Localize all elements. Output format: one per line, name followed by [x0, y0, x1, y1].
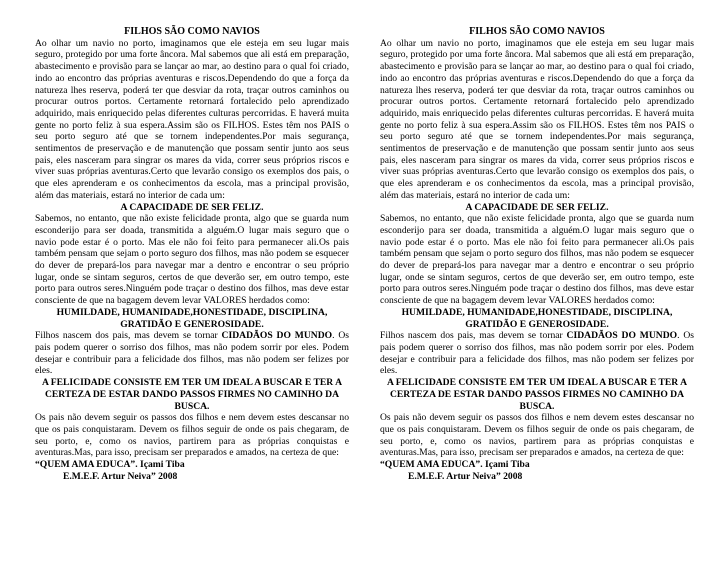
school-signature: E.M.E.F. Artur Neiva” 2008	[63, 470, 178, 482]
citizens-of-world-emphasis: CIDADÃOS DO MUNDO	[566, 330, 678, 342]
paragraph-intro: Ao olhar um navio no porto, imaginamos que ele esteja em seu lugar mais seguro, protegido por uma forte âncora. Mal sabemos que ali está em preparação, abastecimento e provisão para se lançar ao mar, ao destino para o qual foi criado, indo ao encontro das próprias aventuras e riscos.Dependendo do que a força da natureza lhes reserva, poderá ter que desviar da rota, traçar outros caminhos ou procurar outros portos. Certamente retornará fortalecido pelo aprendizado adquirido, mais enriquecido pelas diferentes culturas percorridas. E haverá muita gente no porto feliz à sua espera.Assim são os FILHOS. Estes têm nos PAIS o seu porto seguro até que se tornem independentes.Por mais segurança, sentimentos de preservação e de manutenção que possam sentir junto aos seus pais, eles nasceram para singrar os mares da vida, correr seus próprios riscos e viver suas próprias aventuras.Certo que levarão consigo os exemplos dos pais, o que eles aprenderam e os conhecimentos da escola, mas a principal provisão, além das materiais, estará no interior de cada um:	[35, 37, 349, 201]
paragraph-citizens-end: . Os pais podem querer o sorriso dos filhos, mas não podem sorrir por eles. Podem desejar e contribuir para a felicidade dos filhos, mas não podem ser felizes por eles.	[35, 330, 349, 377]
section-heading-happiness: A CAPACIDADE DE SER FELIZ.	[465, 201, 609, 213]
paragraph-citizens-start: Filhos nascem dos pais, mas devem se tornar	[35, 330, 222, 342]
section-heading-ideal: A FELICIDADE CONSISTE EM TER UM IDEAL A BUSCAR E TER A CERTEZA DE ESTAR DANDO PASSOS FIRMES NO CAMINHO DA BUSCA.	[386, 377, 688, 412]
section-heading-happiness: A CAPACIDADE DE SER FELIZ.	[120, 201, 264, 213]
paragraph-intro: Ao olhar um navio no porto, imaginamos que ele esteja em seu lugar mais seguro, protegido por uma forte âncora. Mal sabemos que ali está em preparação, abastecimento e provisão para se lançar ao mar, ao destino para o qual foi criado, indo ao encontro das próprias aventuras e riscos.Dependendo do que a força da natureza lhes reserva, poderá ter que desviar da rota, traçar outros caminhos ou procurar outros portos. Certamente retornará fortalecido pelo aprendizado adquirido, mais enriquecido pelas diferentes culturas percorridas. E haverá muita gente no porto feliz à sua espera.Assim são os FILHOS. Estes têm nos PAIS o seu porto seguro até que se tornem independentes.Por mais segurança, sentimentos de preservação e de manutenção que possam sentir junto aos seus pais, eles nasceram para singrar os mares da vida, correr seus próprios riscos e viver suas próprias aventuras.Certo que levarão consigo os exemplos dos pais, o que eles aprenderam e os conhecimentos da escola, mas a principal provisão, além das materiais, estará no interior de cada um:	[380, 37, 694, 201]
paragraph-citizens	[35, 330, 349, 377]
quote-attribution: “QUEM AMA EDUCA”. Içami Tiba	[380, 459, 530, 471]
paragraph-parents-port: Sabemos, no entanto, que não existe felicidade pronta, algo que se guarda num esconderijo para ser doada, transmitida a alguém.O lugar mais seguro que o navio pode estar é o porto. Mas ele não foi feito para permanecer ali.Os pais também pensam que sejam o porto seguro dos filhos, mas não podem se esquecer do dever de prepará-los para navegar mar a dentro e encontrar o seu próprio lugar, onde se sintam seguros, certos de que deverão ser, em outro tempo, este porto para outros seres.Ninguém pode traçar o destino dos filhos, mas deve estar consciente de que na bagagem devem levar VALORES herdados como:	[35, 213, 349, 307]
section-heading-values: HUMILDADE, HUMANIDADE,HONESTIDADE, DISCIPLINA, GRATIDÃO E GENEROSIDADE.	[56, 306, 328, 330]
paragraph-conclusion: Os pais não devem seguir os passos dos filhos e nem devem estes descansar no que os pais conquistaram. Devem os filhos seguir de onde os pais chegaram, de seu porto, e, como os navios, partirem para as próprias conquistas e aventuras.Mas, para isso, precisam ser preparados e amados, na certeza de que:	[35, 412, 349, 459]
paragraph-citizens	[380, 330, 694, 377]
citizens-of-world-emphasis: CIDADÃOS DO MUNDO	[221, 330, 333, 342]
quote-attribution: “QUEM AMA EDUCA”. Içami Tiba	[35, 459, 185, 471]
text-column-left	[35, 26, 349, 482]
text-column-right	[380, 26, 694, 482]
section-heading-ideal: A FELICIDADE CONSISTE EM TER UM IDEAL A BUSCAR E TER A CERTEZA DE ESTAR DANDO PASSOS FIRMES NO CAMINHO DA BUSCA.	[41, 377, 343, 412]
document-title: FILHOS SÃO COMO NAVIOS	[124, 26, 260, 37]
paragraph-citizens-start: Filhos nascem dos pais, mas devem se tornar	[380, 330, 567, 342]
school-signature: E.M.E.F. Artur Neiva” 2008	[408, 470, 523, 482]
document-title: FILHOS SÃO COMO NAVIOS	[469, 26, 605, 37]
section-heading-values: HUMILDADE, HUMANIDADE,HONESTIDADE, DISCIPLINA, GRATIDÃO E GENEROSIDADE.	[401, 306, 673, 330]
paragraph-citizens-end: . Os pais podem querer o sorriso dos filhos, mas não podem sorrir por eles. Podem desejar e contribuir para a felicidade dos filhos, mas não podem ser felizes por eles.	[380, 330, 694, 377]
paragraph-parents-port: Sabemos, no entanto, que não existe felicidade pronta, algo que se guarda num esconderijo para ser doada, transmitida a alguém.O lugar mais seguro que o navio pode estar é o porto. Mas ele não foi feito para permanecer ali.Os pais também pensam que sejam o porto seguro dos filhos, mas não podem se esquecer do dever de prepará-los para navegar mar a dentro e encontrar o seu próprio lugar, onde se sintam seguros, certos de que deverão ser, em outro tempo, este porto para outros seres.Ninguém pode traçar o destino dos filhos, mas deve estar consciente de que na bagagem devem levar VALORES herdados como:	[380, 213, 694, 307]
paragraph-conclusion: Os pais não devem seguir os passos dos filhos e nem devem estes descansar no que os pais conquistaram. Devem os filhos seguir de onde os pais chegaram, de seu porto, e, como os navios, partirem para as próprias conquistas e aventuras.Mas, para isso, precisam ser preparados e amados, na certeza de que:	[380, 412, 694, 459]
